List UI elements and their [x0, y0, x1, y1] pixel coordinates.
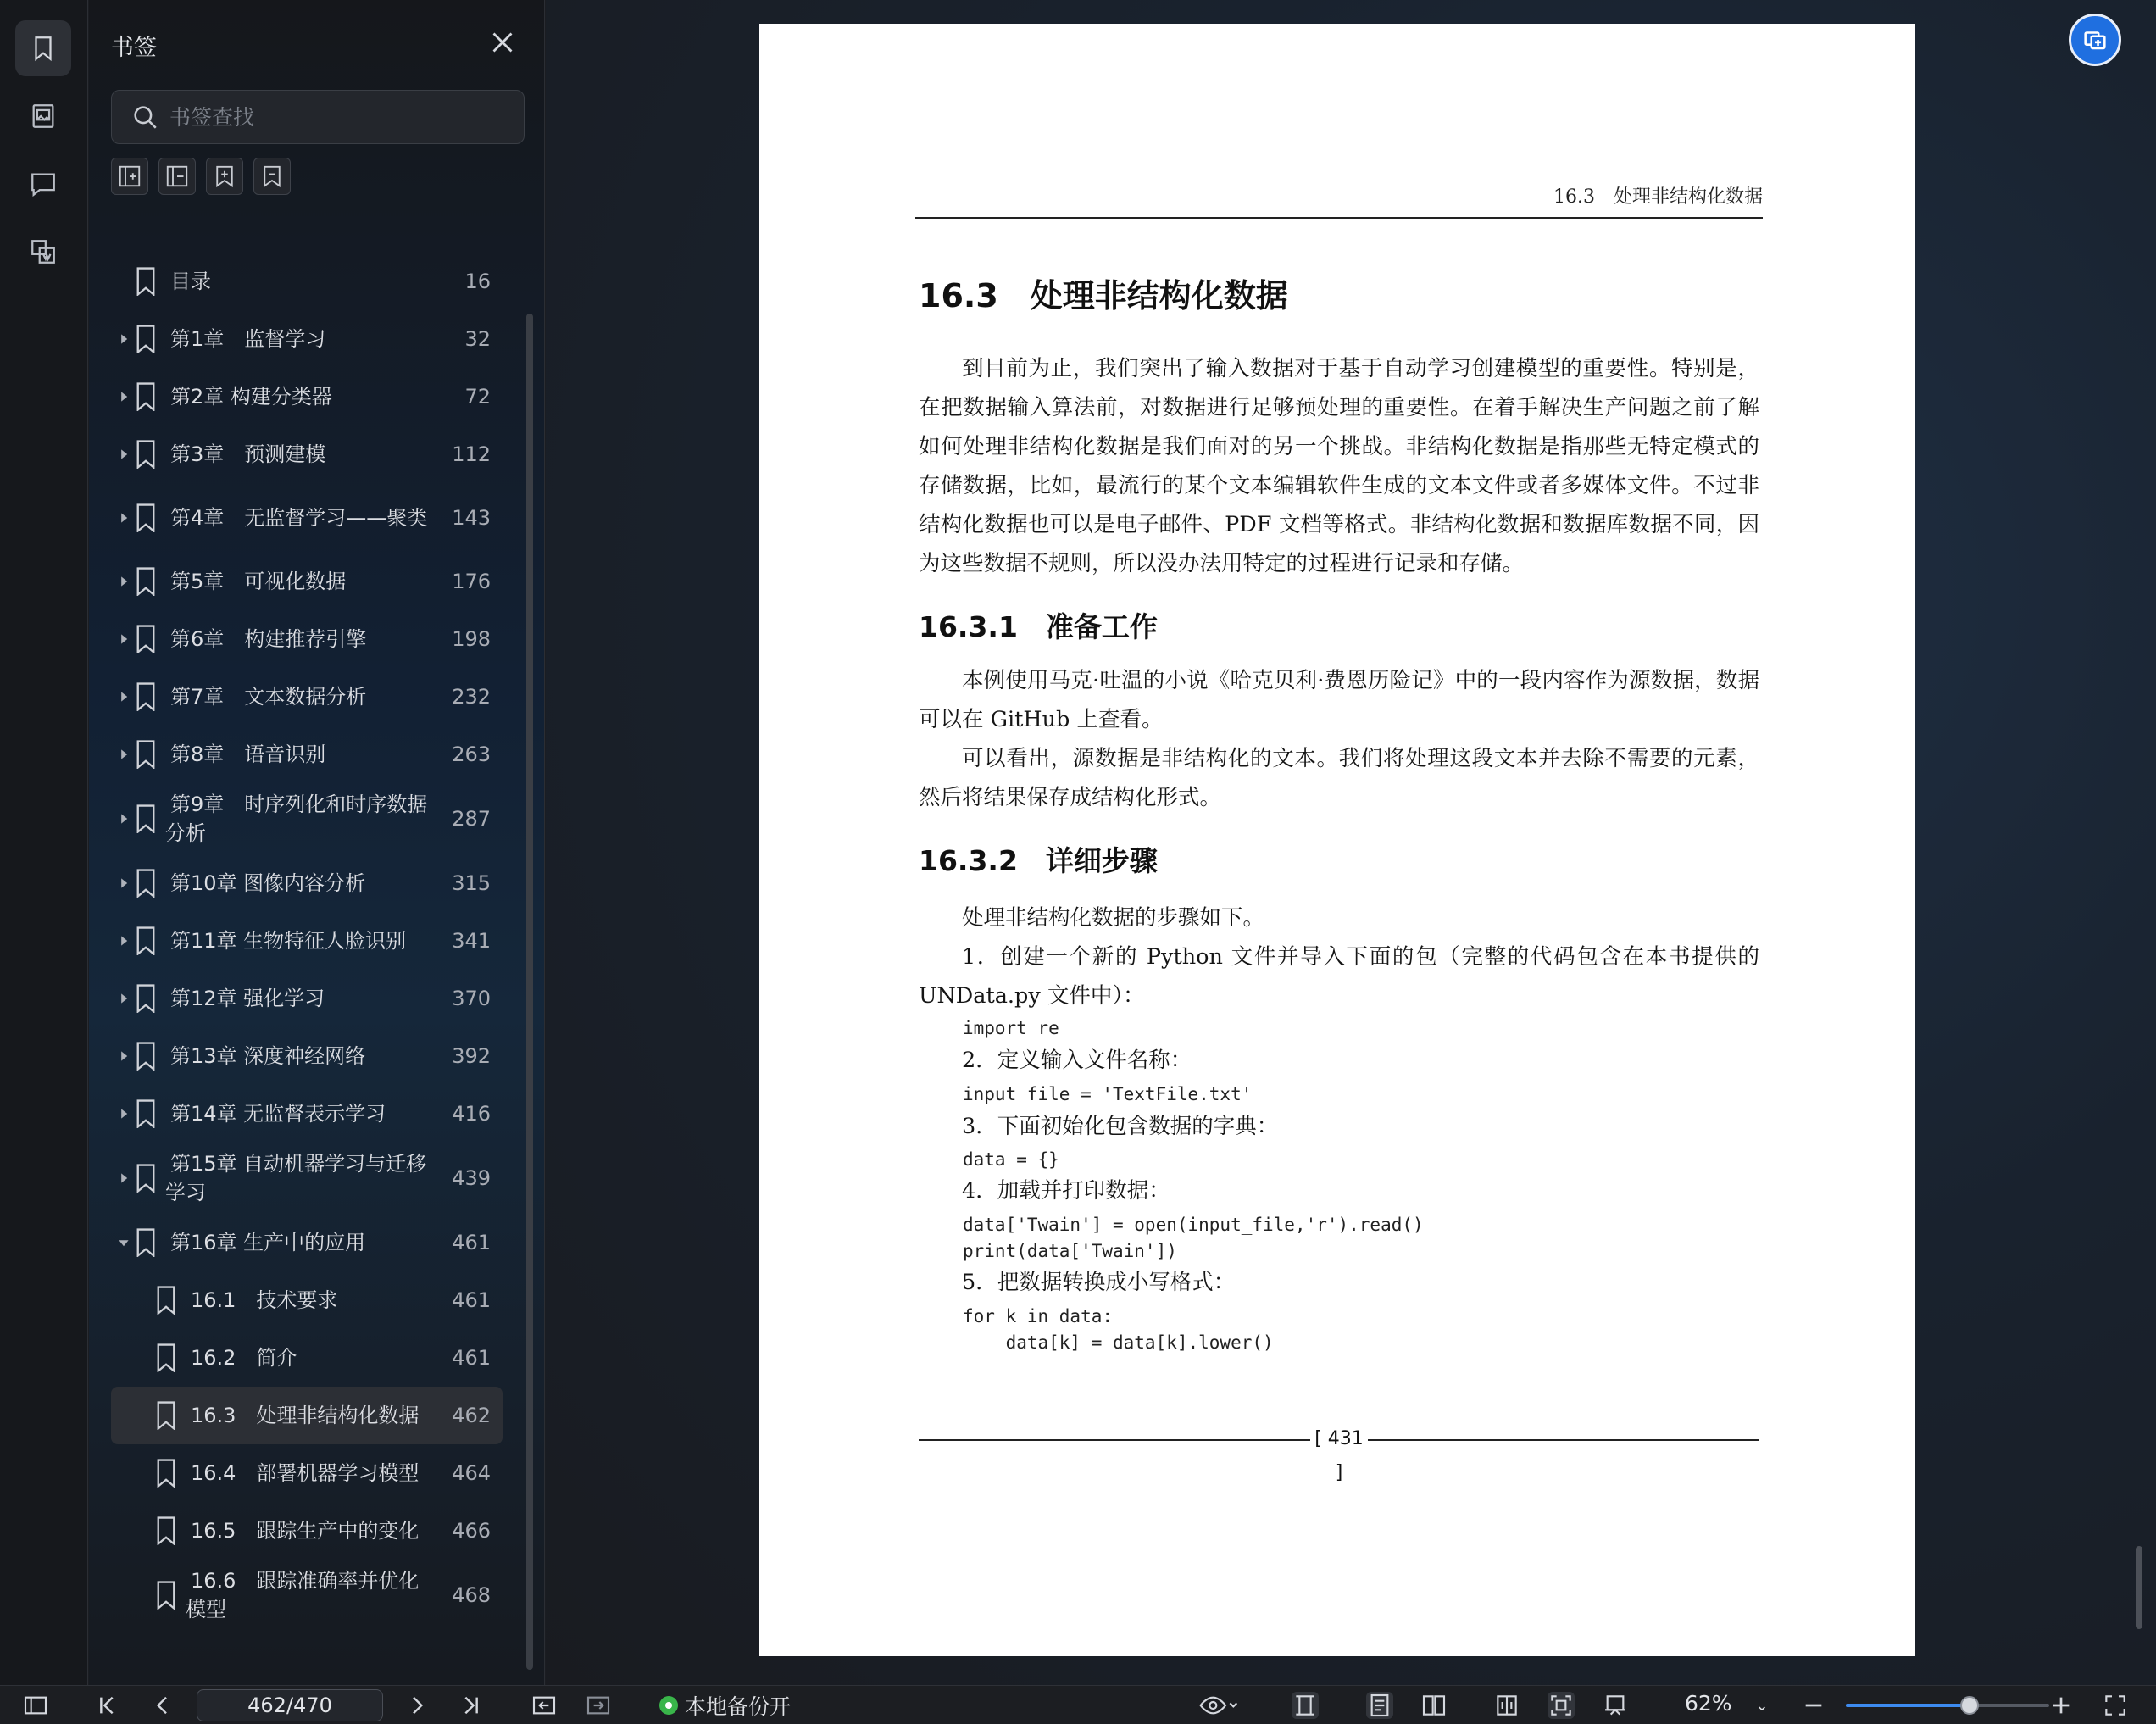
bookmark-flag-icon	[135, 682, 157, 711]
next-page-icon[interactable]	[403, 1692, 431, 1719]
bookmark-flag-icon	[135, 1228, 157, 1257]
bookmark-flag-icon	[135, 984, 157, 1013]
collapsed-arrow-icon[interactable]	[118, 993, 130, 1004]
single-page-icon[interactable]	[1366, 1692, 1393, 1719]
bookmark-page-number: 461	[452, 1231, 491, 1254]
bookmark-subitem[interactable]	[111, 1329, 503, 1387]
bookmark-item[interactable]	[111, 726, 503, 783]
bookmark-page-number: 143	[452, 506, 491, 530]
bookmark-label-line: 第4章 无监督学习——聚类	[170, 506, 428, 530]
bookmark-label	[170, 1228, 374, 1257]
bookmark-flag-icon	[135, 869, 157, 898]
bookmark-page-number: 461	[452, 1288, 491, 1312]
bookmark-label-line: 第8章 语音识别	[170, 742, 326, 766]
backup-label: 本地备份开	[685, 1694, 792, 1719]
bookmark-page-number: 464	[452, 1461, 491, 1485]
bookmark-list	[89, 212, 530, 1678]
code-input-file: input_file = 'TextFile.txt'	[963, 1084, 1253, 1104]
page-number: [ 431 ]	[1314, 1428, 1364, 1483]
subsection-heading-steps: 16.3.2 详细步骤	[919, 844, 1158, 877]
bookmark-label-line: 第1章 监督学习	[170, 327, 326, 351]
step-2-text: 2．定义输入文件名称：	[962, 1048, 1192, 1073]
bookmark-page-number: 16	[464, 270, 491, 293]
bookmark-label-line: 第14章 无监督表示学习	[170, 1102, 386, 1126]
bookmark-label	[170, 984, 374, 1013]
code-lowercase: for k in data: data[k] = data[k].lower()	[963, 1306, 1274, 1353]
bookmark-label-line: 第3章 预测建模	[170, 442, 326, 466]
bookmark-flag-icon	[155, 1286, 177, 1315]
zoom-value: 62%	[1685, 1691, 1732, 1716]
bookmark-label-line: 分析	[165, 821, 206, 845]
bookmark-page-number: 370	[452, 987, 491, 1010]
bookmark-label	[170, 869, 374, 898]
zoom-slider-fill	[1846, 1704, 1970, 1707]
toggle-sidebar-icon[interactable]	[22, 1692, 49, 1719]
bookmark-label-line: 第6章 构建推荐引擎	[170, 627, 367, 651]
bookmark-label-line: 16.3 处理非结构化数据	[191, 1404, 420, 1427]
collapsed-arrow-icon[interactable]	[118, 813, 130, 825]
bookmark-tool-row	[111, 158, 291, 195]
bookmark-item[interactable]	[111, 425, 503, 483]
chevron-down-icon: ⌄	[1755, 1697, 1769, 1715]
bookmark-page-number: 176	[452, 570, 491, 593]
footer-rule-right	[1368, 1439, 1759, 1441]
panel-title: 书签	[111, 35, 157, 61]
paragraph-steps-intro: 处理非结构化数据的步骤如下。	[962, 905, 1265, 931]
step-1-text: 1．创建一个新的 Python 文件并导入下面的包（完整的代码包含在本书提供的 UNData.py 文件中）：	[919, 944, 1759, 1009]
bookmark-page-number: 287	[452, 807, 491, 831]
bookmark-label-line: 第5章 可视化数据	[170, 570, 347, 593]
subsection-heading-prep: 16.3.1 准备工作	[919, 610, 1158, 643]
collapsed-arrow-icon[interactable]	[118, 1172, 130, 1184]
collapsed-arrow-icon[interactable]	[118, 1108, 130, 1120]
bookmark-label	[191, 1286, 374, 1315]
bookmark-label	[170, 926, 407, 955]
bookmark-panel-icon[interactable]	[15, 20, 71, 76]
bookmark-page-number: 462	[452, 1404, 491, 1427]
collapsed-arrow-icon[interactable]	[118, 576, 130, 587]
bookmark-page-number: 466	[452, 1519, 491, 1543]
bookmark-label-line: 模型	[186, 1598, 226, 1621]
search-input[interactable]	[169, 105, 508, 130]
bookmark-subitem[interactable]	[111, 1271, 503, 1329]
bookmark-label	[170, 267, 374, 296]
bookmark-label-line: 16.4 部署机器学习模型	[191, 1461, 420, 1485]
bookmark-page-number: 32	[464, 327, 491, 351]
bookmark-page-number: 392	[452, 1044, 491, 1068]
search-icon	[131, 103, 159, 131]
bookmark-item[interactable]	[111, 854, 503, 912]
bookmark-label-line: 第13章 深度神经网络	[170, 1044, 366, 1068]
expand-all-button[interactable]	[111, 158, 148, 195]
bookmark-item[interactable]	[111, 912, 503, 970]
bookmark-flag-icon	[155, 1343, 177, 1372]
step-5-text: 5．把数据转换成小写格式：	[962, 1270, 1236, 1295]
bookmark-item[interactable]	[111, 1143, 503, 1214]
bookmark-flag-icon	[135, 382, 157, 411]
bookmark-label	[170, 682, 374, 711]
bookmark-label	[170, 740, 374, 769]
collapsed-arrow-icon[interactable]	[118, 1050, 130, 1062]
collapse-all-button[interactable]	[158, 158, 196, 195]
thumbnail-icon[interactable]	[15, 88, 71, 144]
collapsed-arrow-icon[interactable]	[118, 633, 130, 645]
bookmark-flag-icon	[155, 1581, 177, 1610]
bookmark-page-number: 416	[452, 1102, 491, 1126]
bookmark-label-line: 16.6 跟踪准确率并优化	[191, 1569, 420, 1593]
bookmark-search-box[interactable]	[111, 90, 525, 144]
bookmark-page-number: 72	[464, 385, 491, 409]
left-icon-rail	[0, 0, 88, 1685]
bookmark-flag-icon	[135, 325, 157, 353]
bookmark-subitem[interactable]	[111, 1444, 503, 1502]
document-scrollbar[interactable]	[2136, 1546, 2142, 1629]
bookmark-label	[191, 1459, 420, 1488]
bookmark-subitem[interactable]	[111, 1560, 503, 1631]
bookmark-flag-icon	[135, 1042, 157, 1071]
document-compare-icon[interactable]	[15, 224, 71, 280]
page-footer	[919, 1422, 1759, 1483]
bookmark-label-line: 16.5 跟踪生产中的变化	[191, 1519, 420, 1543]
bookmark-page-number: 232	[452, 685, 491, 709]
bookmark-label	[170, 382, 374, 411]
step-3-text: 3．下面初始化包含数据的字典：	[962, 1114, 1279, 1139]
fullscreen-icon[interactable]	[2102, 1692, 2129, 1719]
bookmark-label	[170, 1099, 386, 1128]
bookmark-page-number: 315	[452, 871, 491, 895]
bookmark-item[interactable]	[111, 368, 503, 425]
bookmark-flag-icon	[135, 625, 157, 653]
bookmark-item[interactable]	[111, 783, 503, 854]
history-back-icon[interactable]	[531, 1692, 558, 1719]
bookmark-flag-icon	[135, 1099, 157, 1128]
bookmark-flag-icon	[135, 1164, 157, 1193]
bookmark-subitem[interactable]	[111, 1502, 503, 1560]
paragraph-observation: 可以看出，源数据是非结构化的文本。我们将处理这段文本并去除不需要的元素，然后将结果保存成结构化形式。	[919, 746, 1759, 810]
bookmark-flag-icon	[135, 740, 157, 769]
bookmark-label-line: 第9章 时序列化和时序数据	[170, 792, 428, 816]
bookmark-item[interactable]	[111, 253, 503, 310]
bookmark-flag-icon	[135, 567, 157, 596]
bookmark-label-line: 第16章 生产中的应用	[170, 1231, 366, 1254]
collapsed-arrow-icon[interactable]	[118, 935, 130, 947]
bookmark-label	[170, 440, 374, 469]
paragraph-source: 本例使用马克·吐温的小说《哈克贝利·费恩历险记》中的一段内容作为源数据，数据可以在 GitHub 上查看。	[919, 668, 1759, 732]
code-load-print: data['Twain'] = open(input_file,'r').read() print(data['Twain'])	[963, 1215, 1424, 1261]
fit-width-icon[interactable]	[1292, 1692, 1319, 1719]
fit-page-icon[interactable]	[1548, 1692, 1575, 1719]
first-page-icon[interactable]	[93, 1692, 120, 1719]
running-head	[915, 164, 1763, 219]
bookmark-label	[191, 1516, 420, 1545]
bookmark-item[interactable]	[111, 1027, 503, 1085]
bookmark-item[interactable]	[111, 668, 503, 726]
bookmark-page-number: 461	[452, 1346, 491, 1370]
code-data-dict: data = {}	[963, 1149, 1059, 1170]
document-viewer	[546, 0, 2156, 1685]
bookmark-flag-icon	[155, 1459, 177, 1488]
bookmark-item[interactable]	[111, 610, 503, 668]
bookmark-label	[170, 1042, 374, 1071]
collapsed-arrow-icon[interactable]	[118, 391, 130, 403]
bookmark-flag-icon	[135, 926, 157, 955]
zoom-slider[interactable]	[1846, 1704, 2049, 1707]
bookmark-flag-icon	[155, 1401, 177, 1430]
bookmark-label-line: 第10章 图像内容分析	[170, 871, 366, 895]
bookmark-label-line: 16.2 简介	[191, 1346, 297, 1370]
collapsed-arrow-icon[interactable]	[118, 877, 130, 889]
bookmark-label	[191, 1401, 420, 1430]
bookmark-label-line: 第12章 强化学习	[170, 987, 325, 1010]
bookmark-label	[165, 790, 428, 848]
bookmark-label-line: 目录	[170, 270, 211, 293]
translate-icon	[2081, 25, 2109, 54]
bookmark-page-number: 341	[452, 929, 491, 953]
bookmark-flag-icon	[135, 804, 157, 833]
bookmark-label	[191, 1343, 374, 1372]
bookmark-subitem[interactable]	[111, 1387, 503, 1444]
bookmark-item[interactable]	[111, 483, 503, 553]
collapsed-arrow-icon[interactable]	[118, 333, 130, 345]
bookmark-page-number: 112	[452, 442, 491, 466]
collapsed-arrow-icon[interactable]	[118, 691, 130, 703]
bookmark-item[interactable]	[111, 553, 503, 610]
bookmark-label	[170, 503, 428, 532]
step-4-text: 4．加载并打印数据：	[962, 1178, 1170, 1204]
present-mode-icon[interactable]	[1602, 1692, 1629, 1719]
backup-status-icon	[659, 1696, 678, 1715]
bookmark-page-number: 263	[452, 742, 491, 766]
close-icon[interactable]	[487, 27, 518, 58]
history-forward-icon[interactable]	[585, 1692, 612, 1719]
bookmark-item[interactable]	[111, 970, 503, 1027]
bookmark-page-number: 439	[452, 1166, 491, 1190]
collapsed-arrow-icon[interactable]	[118, 448, 130, 460]
remove-bookmark-button[interactable]	[253, 158, 291, 195]
bookmark-label	[170, 567, 374, 596]
footer-rule-left	[919, 1439, 1310, 1441]
add-bookmark-button[interactable]	[206, 158, 243, 195]
bookmark-flag-icon	[135, 503, 157, 532]
bookmark-item[interactable]	[111, 1085, 503, 1143]
collapsed-arrow-icon[interactable]	[118, 748, 130, 760]
section-heading: 16.3 处理非结构化数据	[919, 277, 1288, 314]
last-page-icon[interactable]	[458, 1692, 485, 1719]
page-number-input[interactable]: 462/470	[197, 1689, 383, 1721]
bookmark-flag-icon	[155, 1516, 177, 1545]
expanded-arrow-icon[interactable]	[118, 1237, 130, 1249]
page-number-value: 431	[1327, 1428, 1364, 1449]
running-head-text: 16.3 处理非结构化数据	[1553, 186, 1763, 208]
code-import: import re	[963, 1018, 1059, 1038]
panel-scrollbar[interactable]	[526, 314, 533, 1670]
bookmark-label-line: 第15章 自动机器学习与迁移	[170, 1152, 427, 1176]
local-backup-status[interactable]	[659, 1691, 791, 1720]
book-mode-icon[interactable]	[1493, 1692, 1520, 1719]
bookmark-label	[170, 625, 374, 653]
bookmark-item[interactable]	[111, 310, 503, 368]
bookmark-label-line: 第2章 构建分类器	[170, 385, 332, 409]
collapsed-arrow-icon[interactable]	[118, 512, 130, 524]
bookmark-panel	[89, 0, 545, 1685]
bookmark-label-line: 第7章 文本数据分析	[170, 685, 367, 709]
bookmark-flag-icon	[135, 267, 157, 296]
translate-float-button[interactable]	[2069, 14, 2121, 66]
eye-protection-icon[interactable]	[1195, 1692, 1242, 1719]
document-page	[759, 24, 1915, 1656]
bookmark-label-line: 第11章 生物特征人脸识别	[170, 929, 407, 953]
bookmark-flag-icon	[135, 440, 157, 469]
previous-page-icon[interactable]	[149, 1692, 176, 1719]
double-page-icon[interactable]	[1420, 1692, 1448, 1719]
bottom-toolbar	[0, 1685, 2156, 1724]
bookmark-label	[170, 325, 374, 353]
bookmark-page-number: 468	[452, 1583, 491, 1607]
bookmark-label	[186, 1566, 420, 1624]
comment-icon[interactable]	[15, 156, 71, 212]
bookmark-label-line: 16.1 技术要求	[191, 1288, 338, 1312]
bookmark-label-line: 学习	[165, 1181, 206, 1204]
zoom-slider-handle[interactable]	[1960, 1696, 1979, 1715]
bookmark-item[interactable]	[111, 1214, 503, 1271]
bookmark-label	[165, 1149, 427, 1207]
zoom-in-icon[interactable]	[2048, 1692, 2075, 1719]
paragraph-intro: 到目前为止，我们突出了输入数据对于基于自动学习创建模型的重要性。特别是，在把数据输入算法前，对数据进行足够预处理的重要性。在着手解决生产问题之前了解如何处理非结构化数据是我们面对的另一个挑战。非结构化数据是指那些无特定模式的存储数据，比如，最流行的某个文本编辑软件生成的文本文件或者多媒体文件。不过非结构化数据也可以是电子邮件、PDF 文档等格式。非结构化数据和数据库数据不同，因为这些数据不规则，所以没办法用特定的过程进行记录和存储。	[919, 356, 1759, 576]
zoom-level-select[interactable]	[1685, 1691, 1769, 1716]
bookmark-page-number: 198	[452, 627, 491, 651]
zoom-out-icon[interactable]	[1800, 1692, 1827, 1719]
